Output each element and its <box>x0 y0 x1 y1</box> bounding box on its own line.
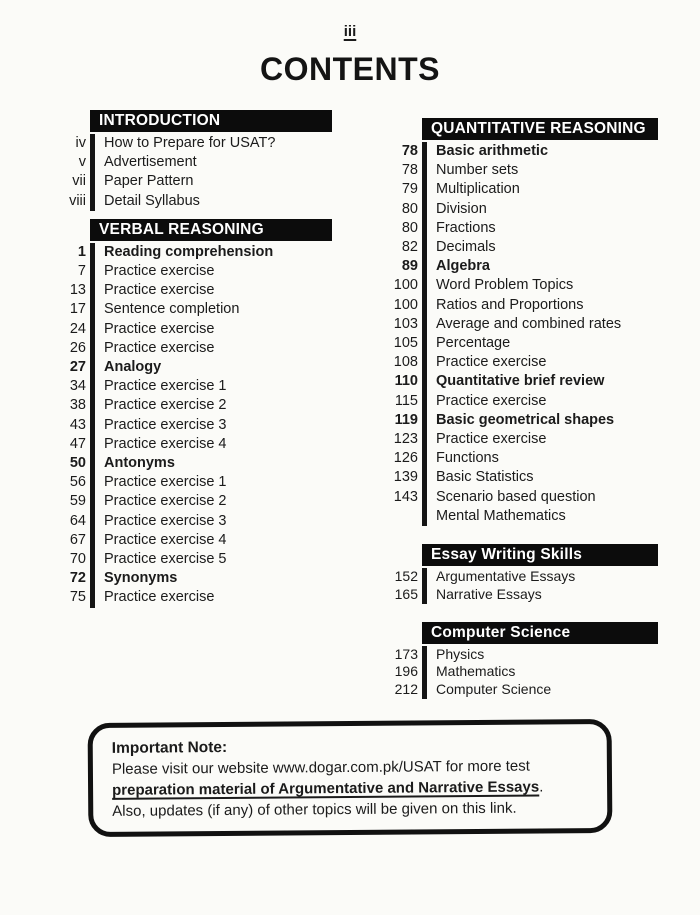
toc-row <box>386 142 691 161</box>
note-heading: Important Note: <box>111 738 228 757</box>
toc-row <box>54 243 354 262</box>
toc-entry-title: Word Problem Topics <box>422 276 691 295</box>
toc-page-number: 79 <box>401 181 418 198</box>
toc-entry-title: Functions <box>422 449 691 468</box>
toc-page-number: 78 <box>401 143 418 159</box>
toc-entry-title: Algebra <box>422 257 691 276</box>
toc-list-quantitative-reasoning <box>386 142 691 526</box>
note-line-2-suffix: . <box>539 778 544 796</box>
toc-page-number: 43 <box>69 416 86 433</box>
toc-page-number: 196 <box>394 663 418 680</box>
toc-entry-title: Practice exercise 5 <box>90 550 354 569</box>
toc-row <box>54 320 354 339</box>
note-line-2 <box>112 776 593 801</box>
toc-row <box>54 416 354 435</box>
toc-page-number: 38 <box>69 397 86 414</box>
section-computer-science <box>386 622 691 699</box>
toc-entry-title: Physics <box>422 646 691 664</box>
section-header-verbal-reasoning: VERBAL REASONING <box>90 219 332 241</box>
toc-page-number: 80 <box>401 219 418 236</box>
toc-row <box>386 238 691 257</box>
toc-entry-title: Practice exercise <box>90 320 354 339</box>
toc-row <box>54 492 354 511</box>
toc-entry-title: Quantitative brief review <box>422 372 691 391</box>
right-column <box>386 118 691 699</box>
toc-row <box>54 339 354 358</box>
toc-row <box>54 172 354 191</box>
toc-row <box>54 377 354 396</box>
toc-entry-title: Detail Syllabus <box>90 192 354 211</box>
section-header-essay-writing-skills: Essay Writing Skills <box>422 544 658 566</box>
toc-row <box>54 134 354 153</box>
toc-page-number: 100 <box>393 296 418 313</box>
toc-row <box>386 586 691 604</box>
toc-page-number: 105 <box>393 335 418 352</box>
toc-page-number: 17 <box>69 301 86 318</box>
toc-page-number: 50 <box>69 455 86 472</box>
section-essay-writing-skills <box>386 544 691 604</box>
toc-entry-title: Advertisement <box>90 153 354 172</box>
toc-list-verbal-reasoning <box>54 243 354 608</box>
page-number: iii <box>343 23 357 40</box>
toc-entry-title: Mental Mathematics <box>422 507 691 526</box>
toc-page-number: 26 <box>69 339 86 356</box>
toc-entry-title: Practice exercise <box>422 353 691 372</box>
toc-page-number: 89 <box>401 258 418 275</box>
toc-entry-title: Basic arithmetic <box>422 142 691 161</box>
toc-row <box>386 430 691 449</box>
toc-entry-title: Practice exercise <box>422 430 691 449</box>
toc-row <box>54 281 354 300</box>
toc-page-number: 24 <box>69 320 86 337</box>
toc-row <box>54 358 354 377</box>
toc-list-introduction <box>54 134 354 211</box>
important-note-box <box>88 719 613 837</box>
toc-page-number: 165 <box>394 585 418 602</box>
toc-row <box>386 353 691 372</box>
toc-page-number: 115 <box>394 392 418 409</box>
toc-row <box>386 392 691 411</box>
toc-row <box>54 550 354 569</box>
toc-entry-title: Practice exercise 3 <box>90 512 354 531</box>
toc-entry-title: Narrative Essays <box>422 586 691 604</box>
toc-list-essay-writing-skills <box>386 568 691 604</box>
toc-entry-title: Percentage <box>422 334 691 353</box>
toc-page-number: 72 <box>69 570 86 587</box>
toc-entry-title: Synonyms <box>90 569 354 588</box>
toc-page-number: viii <box>69 192 86 209</box>
toc-page-number: 100 <box>393 277 418 294</box>
toc-row <box>386 180 691 199</box>
toc-row <box>54 192 354 211</box>
note-line-2-underlined: preparation material of Argumentative and Narrative Essays <box>112 778 540 799</box>
toc-row <box>54 454 354 473</box>
toc-entry-title: Practice exercise 2 <box>90 396 354 415</box>
toc-list-computer-science <box>386 646 691 699</box>
toc-page-number: 126 <box>393 450 418 467</box>
toc-entry-title: Practice exercise 1 <box>90 377 354 396</box>
toc-page-number: 119 <box>394 411 418 428</box>
toc-entry-title: Practice exercise <box>90 281 354 300</box>
toc-row <box>54 435 354 454</box>
toc-entry-title: How to Prepare for USAT? <box>90 134 354 153</box>
toc-entry-title: Number sets <box>422 161 691 180</box>
toc-entry-title: Argumentative Essays <box>422 568 691 586</box>
toc-entry-title: Basic Statistics <box>422 468 691 487</box>
toc-row <box>386 315 691 334</box>
toc-page-number: 7 <box>77 263 86 280</box>
toc-row <box>386 568 691 586</box>
toc-entry-title: Analogy <box>90 358 354 377</box>
contents-title: CONTENTS <box>260 51 440 87</box>
toc-row <box>386 681 691 699</box>
toc-entry-title: Multiplication <box>422 180 691 199</box>
section-header-computer-science: Computer Science <box>422 622 658 644</box>
toc-row <box>386 296 691 315</box>
toc-entry-title: Mathematics <box>422 663 691 681</box>
toc-page-number: 27 <box>69 359 86 376</box>
toc-entry-title: Division <box>422 200 691 219</box>
toc-row <box>386 449 691 468</box>
toc-entry-title: Practice exercise 2 <box>90 492 354 511</box>
toc-page-number: 70 <box>69 551 86 568</box>
toc-page-number: 108 <box>393 354 418 371</box>
toc-page-number: 82 <box>401 239 418 256</box>
toc-entry-title: Computer Science <box>422 681 691 699</box>
toc-row <box>386 161 691 180</box>
section-header-introduction: INTRODUCTION <box>90 110 332 132</box>
toc-row <box>54 569 354 588</box>
toc-page-number: 123 <box>393 431 418 448</box>
toc-page-number: 34 <box>69 378 86 395</box>
toc-page-number: 152 <box>394 568 418 585</box>
toc-row <box>386 334 691 353</box>
toc-page-number: v <box>78 154 86 171</box>
toc-page-number: 173 <box>394 645 418 662</box>
toc-page-number: 80 <box>401 200 418 217</box>
toc-entry-title: Reading comprehension <box>90 243 354 262</box>
toc-entry-title: Practice exercise <box>90 588 354 607</box>
toc-entry-title: Practice exercise 4 <box>90 435 354 454</box>
toc-row <box>54 588 354 607</box>
toc-page-number: 56 <box>69 474 86 491</box>
toc-entry-title: Practice exercise <box>422 392 691 411</box>
toc-entry-title: Practice exercise <box>90 339 354 358</box>
toc-entry-title: Sentence completion <box>90 300 354 319</box>
toc-row <box>386 257 691 276</box>
toc-row <box>386 468 691 487</box>
toc-page-number: iv <box>75 135 86 151</box>
toc-page-number: 139 <box>393 469 418 486</box>
toc-entry-title: Scenario based question <box>422 488 691 507</box>
toc-entry-title: Average and combined rates <box>422 315 691 334</box>
toc-row <box>386 488 691 507</box>
toc-page-number: 1 <box>77 243 86 260</box>
section-header-quantitative-reasoning: QUANTITATIVE REASONING <box>422 118 658 140</box>
toc-row <box>54 473 354 492</box>
toc-page-number: 75 <box>69 589 86 606</box>
toc-page-number: 103 <box>393 315 418 332</box>
toc-page-number: 212 <box>394 681 418 698</box>
toc-entry-title: Fractions <box>422 219 691 238</box>
toc-page-number: 47 <box>69 435 86 452</box>
left-column <box>54 110 354 608</box>
note-line-1: Please visit our website www.dogar.com.pk/USAT for more test <box>111 757 530 778</box>
toc-page-number: 59 <box>69 493 86 510</box>
toc-row <box>386 646 691 664</box>
toc-entry-title: Practice exercise 3 <box>90 416 354 435</box>
toc-page-number: 13 <box>69 282 86 299</box>
toc-row <box>386 200 691 219</box>
section-introduction <box>54 110 354 211</box>
toc-entry-title: Practice exercise <box>90 262 354 281</box>
toc-row <box>54 153 354 172</box>
toc-page-number: vii <box>72 173 86 190</box>
toc-row <box>386 411 691 430</box>
note-line-3: Also, updates (if any) of other topics will be given on this link. <box>112 799 517 820</box>
toc-entry-title: Antonyms <box>90 454 354 473</box>
toc-row <box>386 507 691 526</box>
toc-entry-title: Paper Pattern <box>90 172 354 191</box>
toc-entry-title: Practice exercise 1 <box>90 473 354 492</box>
toc-row <box>54 531 354 550</box>
toc-row <box>386 663 691 681</box>
toc-row <box>54 300 354 319</box>
toc-row <box>386 372 691 391</box>
toc-entry-title: Practice exercise 4 <box>90 531 354 550</box>
toc-entry-title: Decimals <box>422 238 691 257</box>
toc-row <box>386 219 691 238</box>
section-quantitative-reasoning <box>386 118 691 526</box>
toc-entry-title: Ratios and Proportions <box>422 296 691 315</box>
toc-page-number: 67 <box>69 531 86 548</box>
section-verbal-reasoning <box>54 219 354 608</box>
toc-row <box>54 262 354 281</box>
toc-row <box>54 512 354 531</box>
toc-page-number: 78 <box>401 162 418 179</box>
toc-page-number: 64 <box>69 512 86 529</box>
toc-row <box>54 396 354 415</box>
toc-page-number <box>386 507 422 526</box>
toc-page-number: 143 <box>393 488 418 505</box>
toc-entry-title: Basic geometrical shapes <box>422 411 691 430</box>
toc-row <box>386 276 691 295</box>
toc-page-number: 110 <box>394 373 418 390</box>
